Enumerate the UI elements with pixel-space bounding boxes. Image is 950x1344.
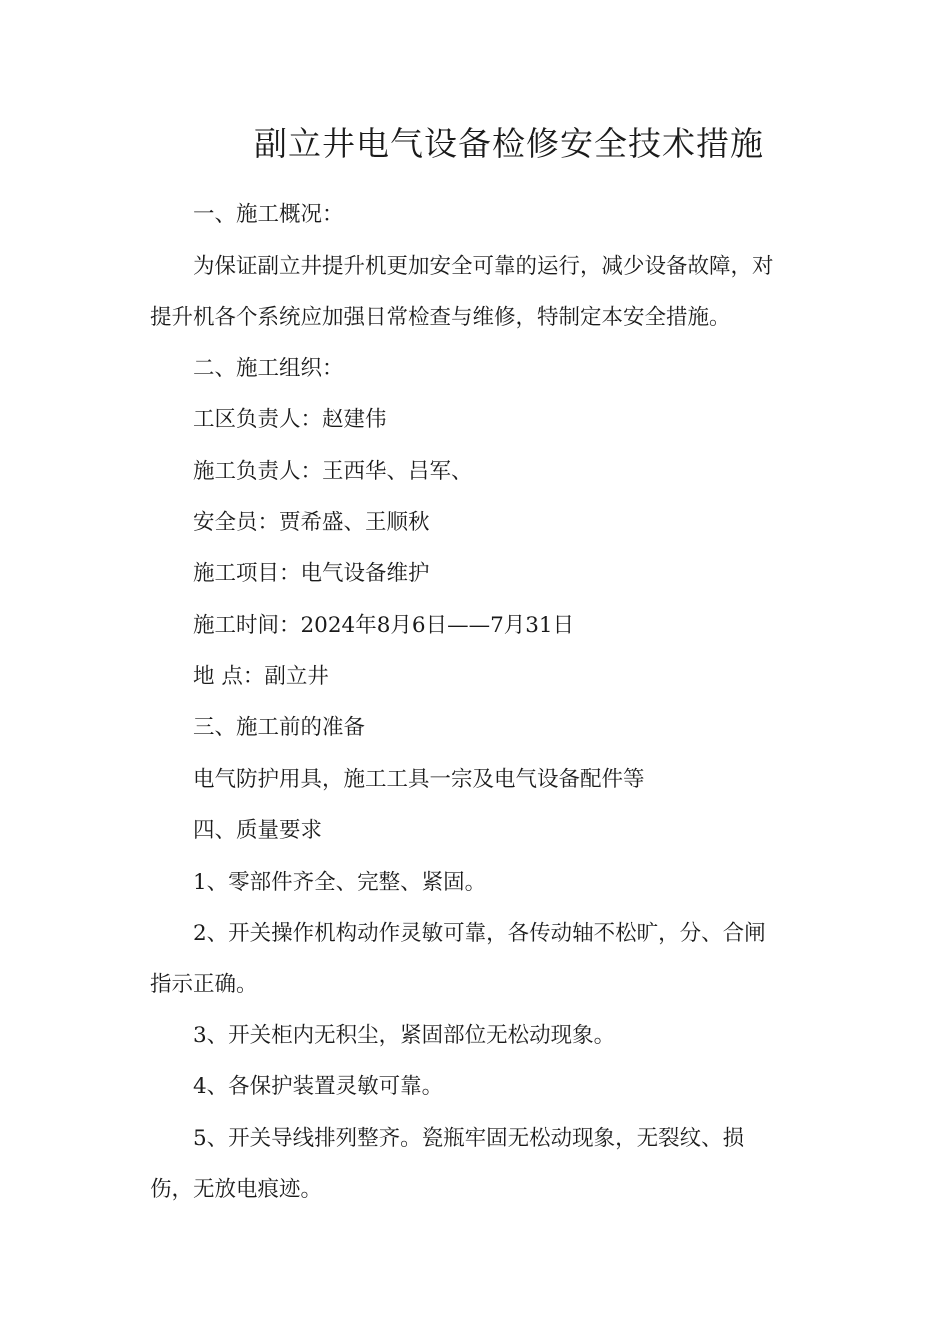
section-heading-organization: 二、施工组织： bbox=[193, 356, 344, 381]
paragraph-line: 为保证副立井提升机更加安全可靠的运行，减少设备故障，对 bbox=[193, 254, 774, 279]
section-heading-preparation: 三、施工前的准备 bbox=[193, 715, 366, 740]
section-heading-overview: 一、施工概况： bbox=[193, 202, 344, 227]
document-title: 副立井电气设备检修安全技术措施 bbox=[254, 124, 764, 163]
construction-manager-line: 施工负责人：王西华、吕军、 bbox=[193, 459, 473, 484]
quality-item-1: 1、零部件齐全、完整、紧固。 bbox=[193, 870, 487, 895]
safety-officer-line: 安全员：贾希盛、王顺秋 bbox=[193, 510, 430, 535]
quality-item-2-cont: 指示正确。 bbox=[150, 972, 258, 997]
paragraph-line: 提升机各个系统应加强日常检查与维修，特制定本安全措施。 bbox=[150, 305, 731, 330]
project-line: 施工项目：电气设备维护 bbox=[193, 561, 430, 586]
quality-item-4: 4、各保护装置灵敏可靠。 bbox=[193, 1074, 444, 1099]
quality-item-3: 3、开关柜内无积尘，紧固部位无松动现象。 bbox=[193, 1023, 616, 1048]
schedule-line: 施工时间：2024年8月6日——7月31日 bbox=[193, 613, 575, 638]
location-line: 地 点：副立井 bbox=[193, 664, 329, 689]
area-manager-line: 工区负责人：赵建伟 bbox=[193, 407, 387, 432]
section-heading-quality: 四、质量要求 bbox=[193, 818, 323, 843]
quality-item-5: 5、开关导线排列整齐。瓷瓶牢固无松动现象，无裂纹、损 bbox=[193, 1126, 745, 1151]
quality-item-2: 2、开关操作机构动作灵敏可靠，各传动轴不松旷，分、合闸 bbox=[193, 921, 766, 946]
quality-item-5-cont: 伤，无放电痕迹。 bbox=[150, 1177, 323, 1202]
preparation-line: 电气防护用具，施工工具一宗及电气设备配件等 bbox=[193, 767, 645, 792]
